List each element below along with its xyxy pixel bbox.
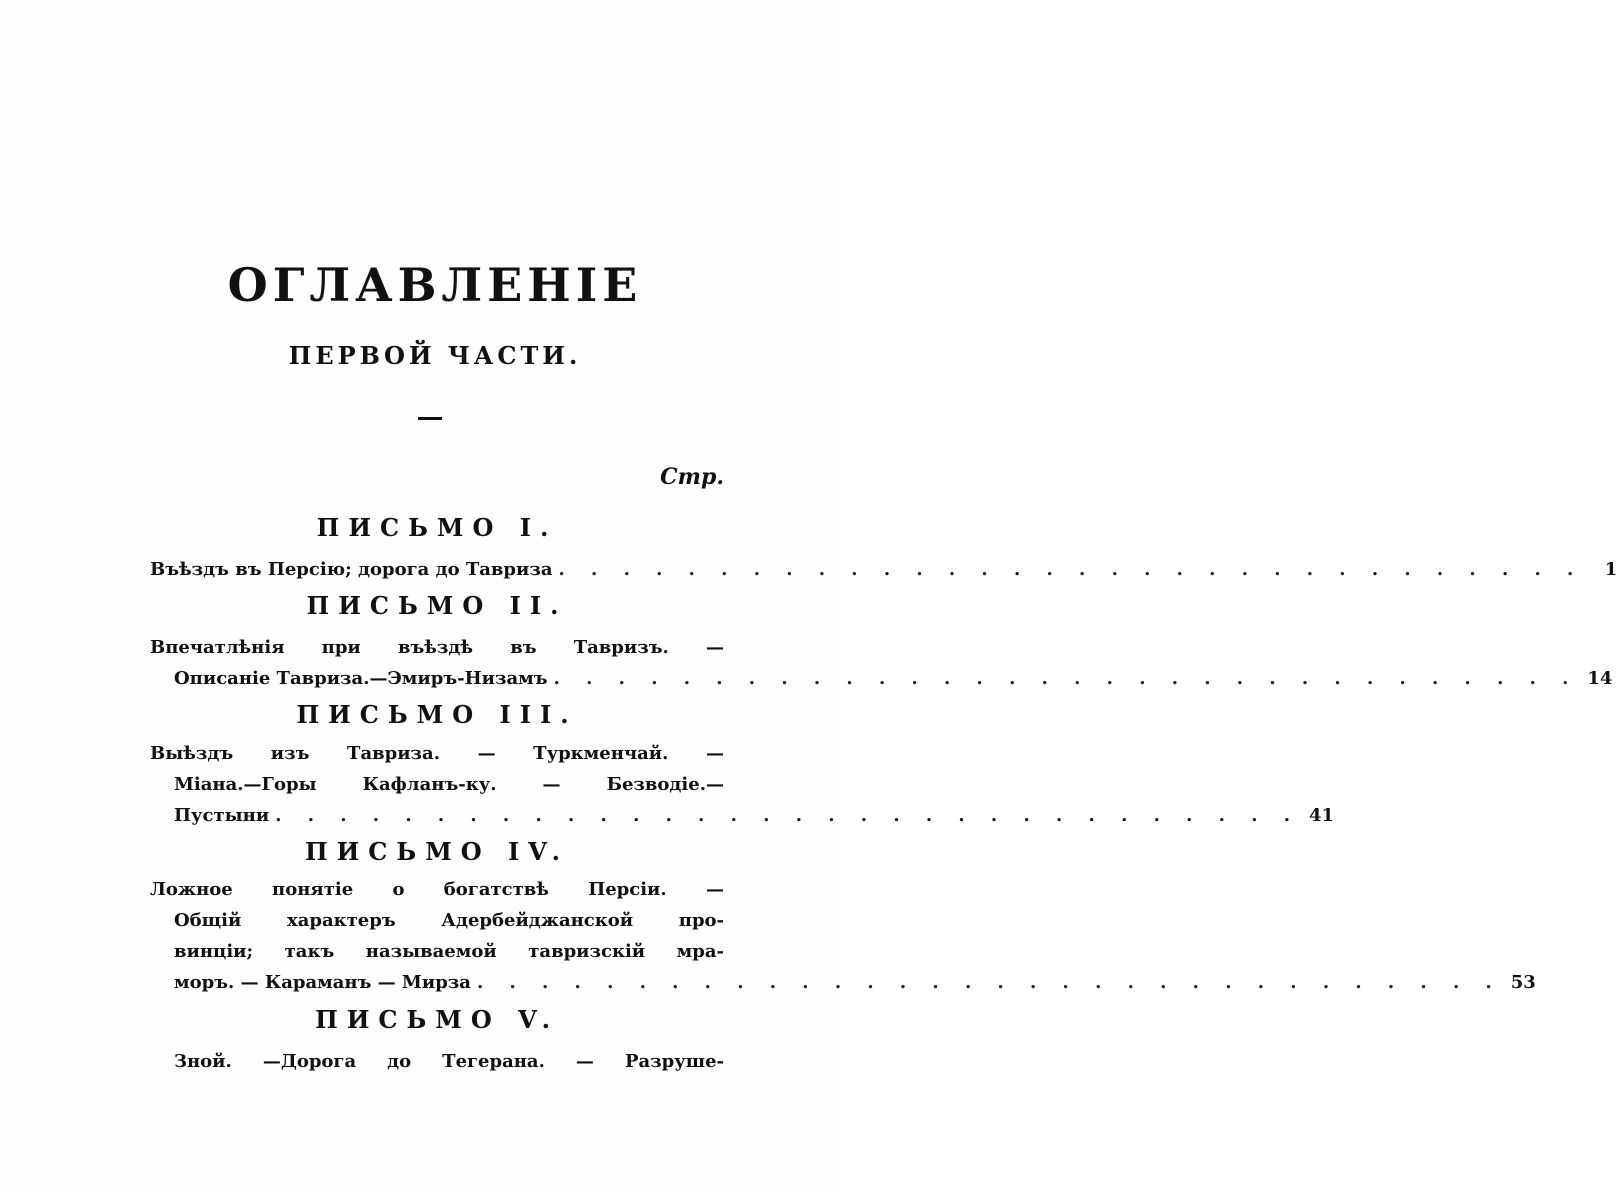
toc-page-number: 1 (1604, 559, 1617, 580)
leader-dots: . . . . . . . . . . . . . . . . . . . . . . . . . . . . . . . . (553, 668, 1579, 689)
leader-dots: . . . . . . . . . . . . . . . . . . . . . . . . . . . . . . . . (275, 805, 1300, 826)
toc-entry-text: Въѣздъ въ Персію; дорога до Тавриза (150, 559, 553, 580)
title-divider (418, 417, 442, 420)
toc-entry-5[interactable] (150, 1046, 724, 1077)
page-subtitle: ПЕРВОЙ ЧАСТИ. (288, 341, 582, 370)
page-column-label: Стр. (660, 464, 724, 490)
toc-entry-text: винціи; такъ называемой тавризскій мра- (174, 941, 724, 962)
toc-entry-line (150, 967, 1536, 998)
toc-entry-text: Міана.—Горы Кафланъ-ку. — Безводіе.— (174, 774, 724, 795)
toc-entry-2[interactable] (150, 632, 1613, 694)
toc-entry-text: Ложное понятіе о богатствѣ Персіи. — (150, 879, 724, 900)
toc-entry-text: Зной. —Дорога до Тегерана. — Разруше- (174, 1051, 724, 1072)
toc-entry-text: Выѣздъ изъ Тавриза. — Туркменчай. — (150, 743, 724, 764)
toc-page-number: 41 (1308, 805, 1334, 826)
leader-dots: . . . . . . . . . . . . . . . . . . . . . . . . . . . . . . . . (476, 972, 1502, 993)
toc-entry-1[interactable] (150, 554, 1617, 585)
page-title: ОГЛАВЛЕНІЕ (227, 258, 643, 312)
letter-heading-3: ПИСЬМО III. (296, 700, 578, 729)
toc-entry-text: Описаніе Тавриза.—Эмиръ-Низамъ (174, 668, 548, 689)
leader-dots: . . . . . . . . . . . . . . . . . . . . . . . . . . . . . . . . (558, 559, 1584, 580)
toc-entry-text: Впечатлѣнія при въѣздѣ въ Тавризъ. — (150, 637, 724, 658)
toc-page-number: 53 (1510, 972, 1536, 993)
toc-entry-line (150, 663, 1613, 694)
toc-entry-text: моръ. — Караманъ — Мирза (174, 972, 471, 993)
toc-entry-text: Общій характеръ Адербейджанской про- (174, 910, 724, 931)
letter-heading-5: ПИСЬМО V. (315, 1005, 559, 1034)
toc-entry-text: Пустыни (174, 805, 270, 826)
toc-entry-line (150, 554, 1617, 585)
toc-entry-4[interactable] (150, 874, 1536, 998)
letter-heading-2: ПИСЬМО II. (306, 591, 568, 620)
letter-heading-4: ПИСЬМО IV. (304, 837, 570, 866)
toc-page-number: 14 (1587, 668, 1613, 689)
toc-entry-line (150, 800, 1334, 831)
letter-heading-1: ПИСЬМО I. (316, 513, 558, 542)
toc-entry-3[interactable] (150, 738, 1334, 831)
